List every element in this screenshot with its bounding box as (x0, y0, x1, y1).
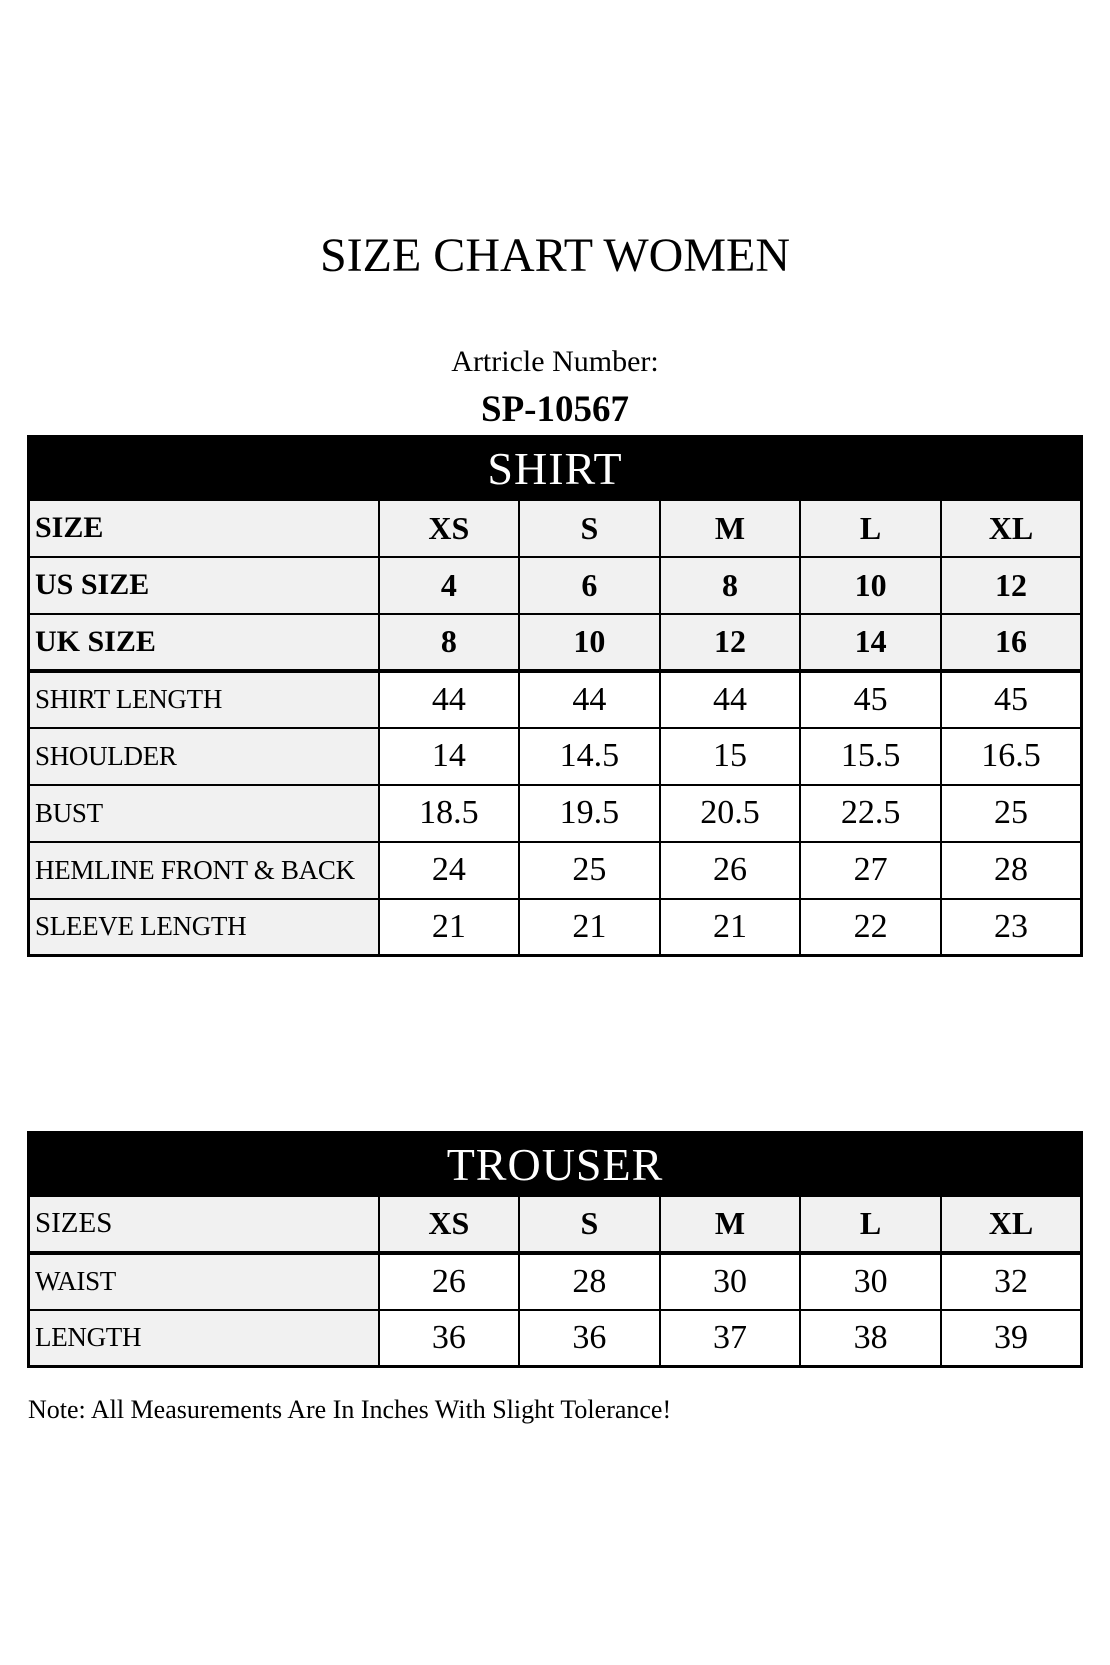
table-banner-row (29, 437, 1082, 500)
measurement-note: Note: All Measurements Are In Inches With Slight Tolerance! (28, 1395, 672, 1424)
article-number-value: SP-10567 (481, 389, 629, 430)
size-value: 10 (519, 614, 660, 671)
size-value: XS (379, 500, 520, 557)
size-value: 28 (941, 842, 1082, 899)
size-value: 10 (800, 557, 941, 614)
row-label: WAIST (29, 1253, 379, 1310)
size-value: M (660, 500, 801, 557)
row-label: SIZE (29, 500, 379, 557)
table-banner-trouser: TROUSER (29, 1133, 1082, 1196)
size-header-row (29, 1196, 1082, 1253)
size-value: 39 (941, 1310, 1082, 1367)
size-value: 6 (519, 557, 660, 614)
table-banner-shirt: SHIRT (29, 437, 1082, 500)
size-value: 14 (379, 728, 520, 785)
size-value: 25 (519, 842, 660, 899)
size-value: 45 (800, 671, 941, 728)
size-value: 26 (379, 1253, 520, 1310)
size-value: 8 (379, 614, 520, 671)
size-value: 12 (941, 557, 1082, 614)
size-value: XL (941, 500, 1082, 557)
size-value: 37 (660, 1310, 801, 1367)
size-value: 16 (941, 614, 1082, 671)
size-value: 23 (941, 899, 1082, 956)
size-value: 15 (660, 728, 801, 785)
size-value: 44 (379, 671, 520, 728)
size-value: 21 (519, 899, 660, 956)
measurement-row (29, 728, 1082, 785)
size-value: 26 (660, 842, 801, 899)
size-value: 16.5 (941, 728, 1082, 785)
size-value: 21 (660, 899, 801, 956)
trouser-size-table (27, 1131, 1083, 1368)
size-header-row (29, 500, 1082, 557)
size-value: 38 (800, 1310, 941, 1367)
measurement-row (29, 1310, 1082, 1367)
row-label: UK SIZE (29, 614, 379, 671)
size-value: 44 (660, 671, 801, 728)
size-header-row (29, 614, 1082, 671)
size-value: S (519, 500, 660, 557)
size-value: 27 (800, 842, 941, 899)
size-value: 4 (379, 557, 520, 614)
row-label: SIZES (29, 1196, 379, 1253)
size-value: L (800, 1196, 941, 1253)
size-value: 36 (379, 1310, 520, 1367)
size-value: S (519, 1196, 660, 1253)
size-value: 15.5 (800, 728, 941, 785)
size-value: 30 (660, 1253, 801, 1310)
row-label: HEMLINE FRONT & BACK (29, 842, 379, 899)
article-number-label: Artricle Number: (451, 345, 659, 378)
table-banner-row (29, 1133, 1082, 1196)
row-label: SHIRT LENGTH (29, 671, 379, 728)
size-value: 21 (379, 899, 520, 956)
row-label: US SIZE (29, 557, 379, 614)
size-value: L (800, 500, 941, 557)
size-value: 20.5 (660, 785, 801, 842)
size-value: 24 (379, 842, 520, 899)
measurement-row (29, 899, 1082, 956)
size-value: 22.5 (800, 785, 941, 842)
size-value: 8 (660, 557, 801, 614)
row-label: BUST (29, 785, 379, 842)
row-label: SHOULDER (29, 728, 379, 785)
measurement-row (29, 1253, 1082, 1310)
size-value: XL (941, 1196, 1082, 1253)
size-value: M (660, 1196, 801, 1253)
size-value: 32 (941, 1253, 1082, 1310)
size-value: 36 (519, 1310, 660, 1367)
size-value: 14.5 (519, 728, 660, 785)
size-value: 25 (941, 785, 1082, 842)
measurement-row (29, 671, 1082, 728)
row-label: SLEEVE LENGTH (29, 899, 379, 956)
size-value: 44 (519, 671, 660, 728)
row-label: LENGTH (29, 1310, 379, 1367)
size-value: 28 (519, 1253, 660, 1310)
shirt-size-table (27, 435, 1083, 957)
page-title: SIZE CHART WOMEN (319, 229, 790, 282)
size-value: 14 (800, 614, 941, 671)
size-value: XS (379, 1196, 520, 1253)
measurement-row (29, 842, 1082, 899)
size-header-row (29, 557, 1082, 614)
size-value: 12 (660, 614, 801, 671)
size-value: 19.5 (519, 785, 660, 842)
size-value: 18.5 (379, 785, 520, 842)
measurement-row (29, 785, 1082, 842)
size-value: 45 (941, 671, 1082, 728)
size-value: 22 (800, 899, 941, 956)
size-value: 30 (800, 1253, 941, 1310)
